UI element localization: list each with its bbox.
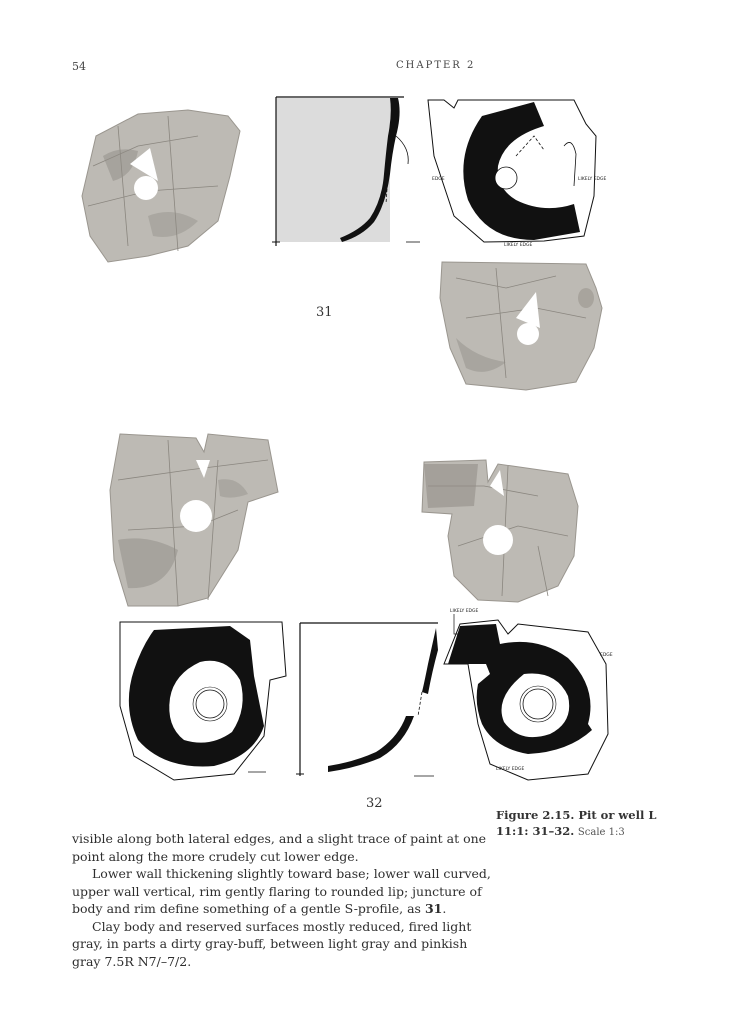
body-text [72,830,492,970]
figure-caption [496,807,686,841]
sherd-31-profile-drawing [270,94,420,254]
sherd-32-outline-drawing-b [438,604,616,784]
sherd-32-outline-drawing-a [114,616,294,782]
body-paragraph-2-text: Lower wall thickening slightly toward base; lower wall curved, upper wall vertical, rim gently flaring to rounded lip; juncture of body and rim define something of a gentle S-profile, as [72,866,491,916]
label-likely-edge-31-right: LIKELY EDGE [578,177,607,182]
catalog-reference-31: 31 [424,901,443,916]
caption-scale: Scale 1:3 [577,827,625,838]
page-number: 54 [72,60,86,73]
chapter-title: CHAPTER 2 [396,60,476,71]
catalog-number-31: 31 [316,305,333,320]
sherd-31-photo-a [78,106,243,264]
label-edge-32-right: EDGE [600,653,613,658]
sherd-31-outline-drawing [424,96,607,248]
sherd-31-photo-b [436,258,604,392]
catalog-number-32: 32 [366,796,383,811]
sherd-32-photo-b [418,456,582,606]
label-likely-edge-31-bottom: LIKELY EDGE [504,243,533,248]
label-likely-edge-32-top: LIKELY EDGE [450,609,479,614]
label-edge-31: EDGE [432,177,445,182]
body-paragraph-3: Clay body and reserved surfaces mostly reduced, fired light gray, in parts a dirty gray-buff, between light gray and pinkish gray 7.5R N7/–7/2. [72,918,472,969]
body-paragraph-1: visible along both lateral edges, and a slight trace of paint at one point along the more crudely cut lower edge. [72,831,487,864]
body-paragraph-2 [72,865,492,918]
caption-title: Figure 2.15. Pit or well L 11:1: 31–32. [496,808,657,838]
label-likely-edge-32-bottom: LIKELY EDGE [496,767,525,772]
sherd-32-profile-drawing [294,620,444,780]
body-paragraph-2-end: . [442,901,447,916]
sherd-32-photo-a [108,430,280,610]
